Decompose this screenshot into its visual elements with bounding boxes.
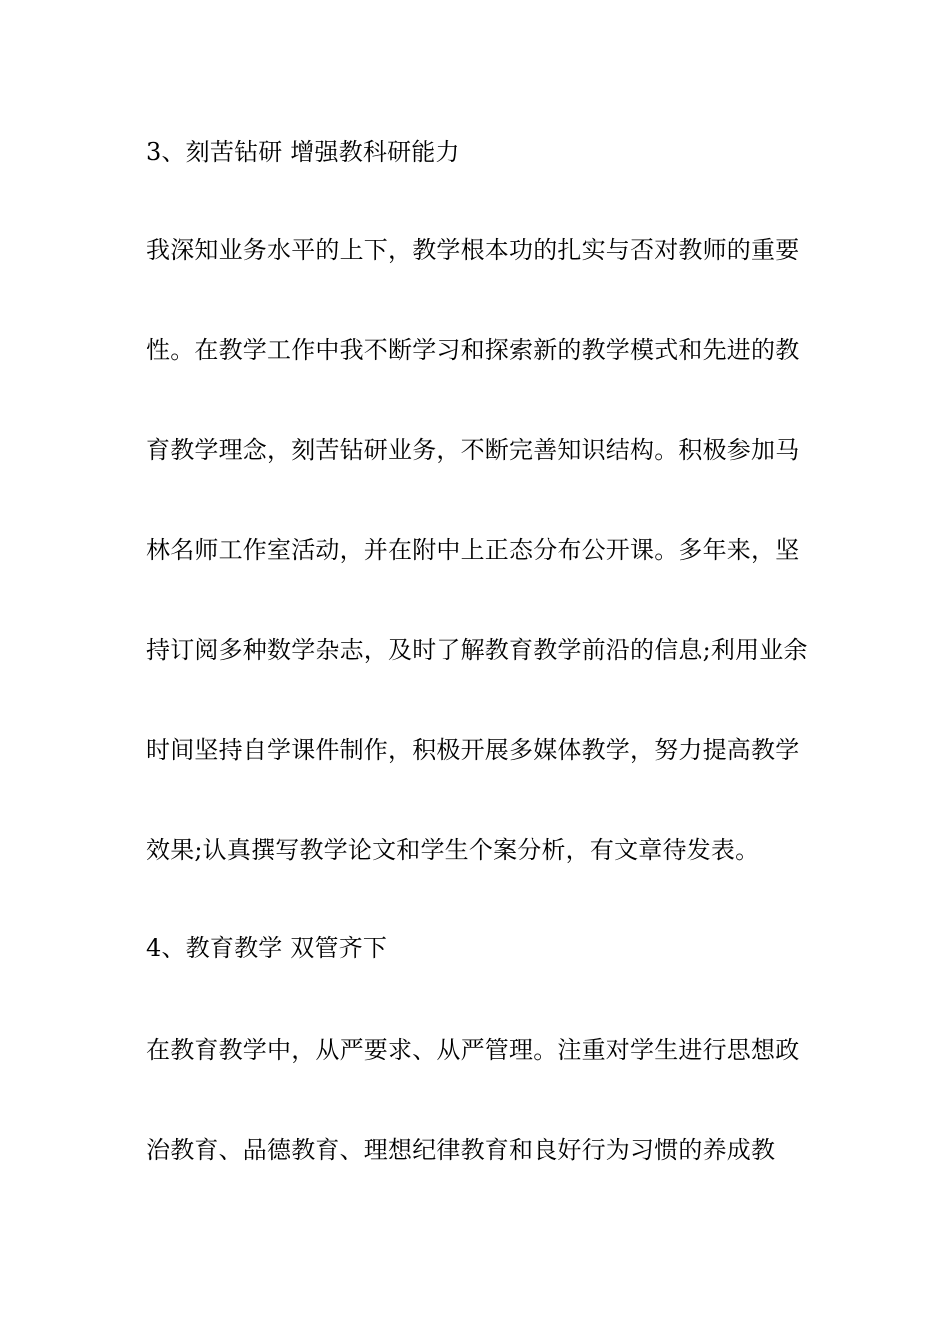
paragraph-line: 性。在教学工作中我不断学习和探索新的教学模式和先进的教 — [146, 336, 800, 364]
paragraph-line: 持订阅多种数学杂志，及时了解教育教学前沿的信息;利用业余 — [146, 636, 808, 664]
paragraph-line: 育教学理念，刻苦钻研业务，不断完善知识结构。积极参加马 — [146, 436, 800, 464]
paragraph-line: 林名师工作室活动，并在附中上正态分布公开课。多年来，坚 — [146, 536, 800, 564]
section-heading-4: 4、教育教学 双管齐下 — [146, 934, 388, 962]
paragraph-line: 我深知业务水平的上下，教学根本功的扎实与否对教师的重要 — [146, 236, 800, 264]
paragraph-line: 效果;认真撰写教学论文和学生个案分析，有文章待发表。 — [146, 836, 760, 864]
paragraph-line: 在教育教学中，从严要求、从严管理。注重对学生进行思想政 — [146, 1036, 800, 1064]
section-heading-3: 3、刻苦钻研 增强教科研能力 — [146, 138, 460, 166]
paragraph-line: 治教育、品德教育、理想纪律教育和良好行为习惯的养成教 — [146, 1136, 776, 1164]
paragraph-line: 时间坚持自学课件制作，积极开展多媒体教学，努力提高教学 — [146, 736, 800, 764]
